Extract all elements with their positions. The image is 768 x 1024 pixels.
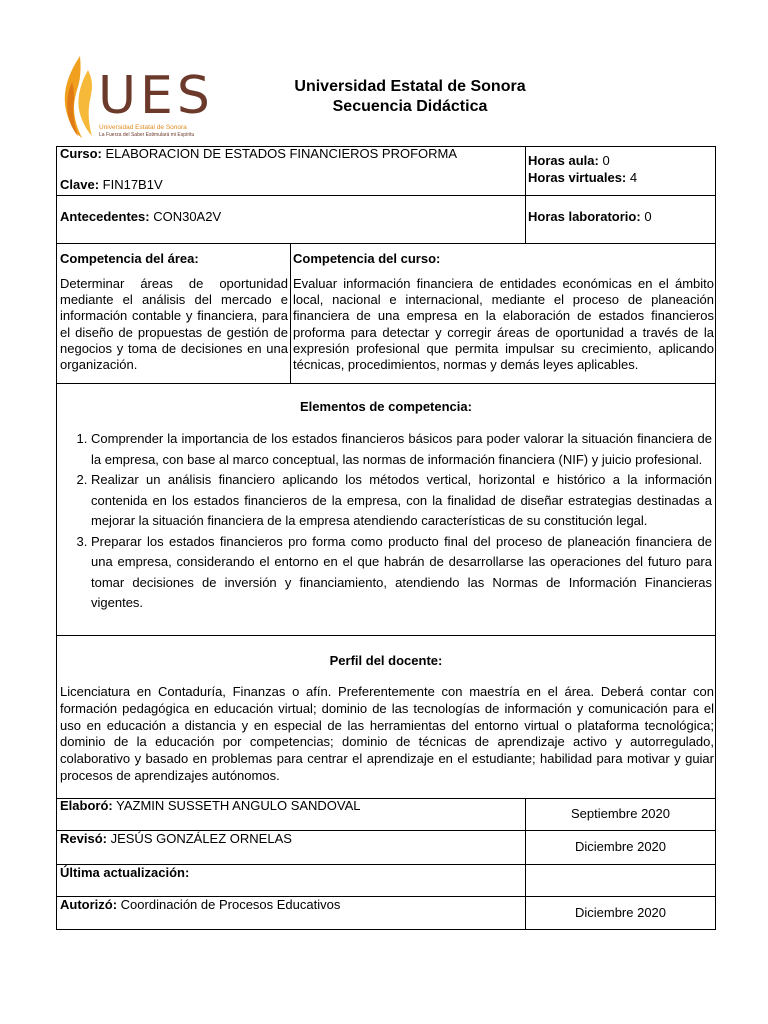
- elemento-item: 2. Realizar un análisis financiero aplicando los métodos vertical, horizontal e histórico a la información contenida en los estados financieros de la empresa, con la finalidad de diseñar estrategias destinadas a mejorar la situación financiera de la empresa atendiendo características de su constitución legal.: [91, 470, 714, 532]
- ultima-row: [56, 864, 716, 897]
- elaboro-date: Septiembre 2020: [570, 806, 670, 821]
- course-row: [56, 146, 716, 196]
- curso-cell: [60, 146, 522, 161]
- reviso-value: JESÚS GONZÁLEZ ORNELAS: [110, 831, 292, 846]
- horas-virtuales-value: 4: [629, 170, 638, 185]
- logo-acronym: UES: [98, 66, 214, 126]
- competencia-curso-label: Competencia del curso:: [293, 251, 441, 266]
- elaboro-row: [56, 798, 716, 831]
- horas-lab-label: Horas laboratorio:: [528, 209, 641, 224]
- horas-lab-value: 0: [644, 209, 652, 224]
- competencias-row: [56, 243, 716, 384]
- page-subtitle: Secuencia Didáctica: [332, 98, 488, 115]
- curso-label: Curso:: [60, 146, 102, 161]
- reviso-cell: [60, 831, 522, 846]
- perfil-row: [56, 635, 716, 799]
- autorizo-cell: [60, 897, 522, 912]
- autorizo-value: Coordinación de Procesos Educativos: [120, 897, 341, 912]
- page-title: Universidad Estatal de Sonora: [294, 78, 526, 95]
- reviso-label: Revisó:: [60, 831, 107, 846]
- elemento-item: 1. Comprender la importancia de los estados financieros básicos para poder valorar la situación financiera de la empresa, con base al marco conceptual, las normas de información financiera (NIF) y juicio profesional.: [91, 429, 714, 470]
- antecedentes-label: Antecedentes:: [60, 209, 150, 224]
- clave-label: Clave:: [60, 177, 100, 192]
- antecedentes-row: [56, 195, 716, 244]
- competencia-area-label: Competencia del área:: [60, 251, 199, 266]
- autorizo-label: Autorizó:: [60, 897, 118, 912]
- elementos-row: [56, 383, 716, 636]
- curso-value: ELABORACION DE ESTADOS FINANCIEROS PROFORMA: [105, 146, 458, 161]
- horas-aula-value: 0: [602, 153, 610, 168]
- horas-aula-label: Horas aula:: [528, 153, 599, 168]
- horas-cell: [528, 152, 714, 186]
- clave-cell: [60, 177, 522, 192]
- perfil-title: Perfil del docente:: [329, 653, 443, 668]
- horas-lab-cell: [528, 209, 714, 225]
- competencia-curso-text: Evaluar información financiera de entidades económicas en el ámbito local, nacional e internacional, mediante el proceso de planeación financiera de una empresa en la elaboración de estados financieros proforma para detectar y corregir áreas de oportunidad a través de la expresión profesional que permita impulsar su crecimiento, aplicando técnicas, procedimientos, normas y demás leyes aplicables.: [293, 276, 714, 373]
- reviso-date: Diciembre 2020: [574, 839, 667, 854]
- elementos-list: [57, 429, 714, 614]
- flame-icon: [58, 52, 102, 140]
- autorizo-date: Diciembre 2020: [574, 905, 667, 920]
- ultima-cell: [60, 865, 522, 880]
- competencia-curso-cell: [293, 251, 714, 373]
- autorizo-row: [56, 896, 716, 930]
- elaboro-value: YAZMIN SUSSETH ANGULO SANDOVAL: [116, 798, 361, 813]
- horas-virtuales-label: Horas virtuales:: [528, 170, 627, 185]
- reviso-row: [56, 830, 716, 865]
- clave-value: FIN17B1V: [102, 177, 163, 192]
- antecedentes-cell: [60, 209, 522, 225]
- elemento-item: 3. Preparar los estados financieros pro forma como producto final del proceso de planeación financiera de una empresa, considerando el entorno en el que habrán de desarrollarse las operaciones del futuro para tomar decisiones de inversión y financiamiento, atendiendo las Normas de Información Financieras vigentes.: [91, 532, 714, 614]
- logo-name: Universidad Estatal de Sonora: [99, 124, 187, 131]
- elaboro-label: Elaboró:: [60, 798, 113, 813]
- elementos-title: Elementos de competencia:: [300, 399, 472, 414]
- logo-slogan: La Fuerza del Saber Estimulará mi Espíritu: [99, 132, 195, 138]
- elaboro-cell: [60, 798, 522, 813]
- competencia-area-cell: [60, 251, 288, 373]
- ultima-label: Última actualización:: [60, 865, 190, 880]
- competencia-area-text: Determinar áreas de oportunidad mediante el análisis del mercado e información contable y financiera, para el diseño de propuestas de gestión de negocios y toma de decisiones en una organización.: [60, 276, 288, 373]
- perfil-text: Licenciatura en Contaduría, Finanzas o afín. Preferentemente con maestría en el área. Deberá contar con formación pedagógica en educación virtual; dominio de las tecnologías de información y comunicación para el uso en educación a distancia y en especial de las herramientas del entorno virtual o plataforma tecnológica; dominio de la educación por competencias; dominio de técnicas de aprendizaje activo y autorregulado, colaborativo y basado en problemas para centrar el aprendizaje en el estudiante; habilidad para motivar y guiar procesos de aprendizajes autónomos.: [60, 684, 714, 783]
- antecedentes-value: CON30A2V: [153, 209, 222, 224]
